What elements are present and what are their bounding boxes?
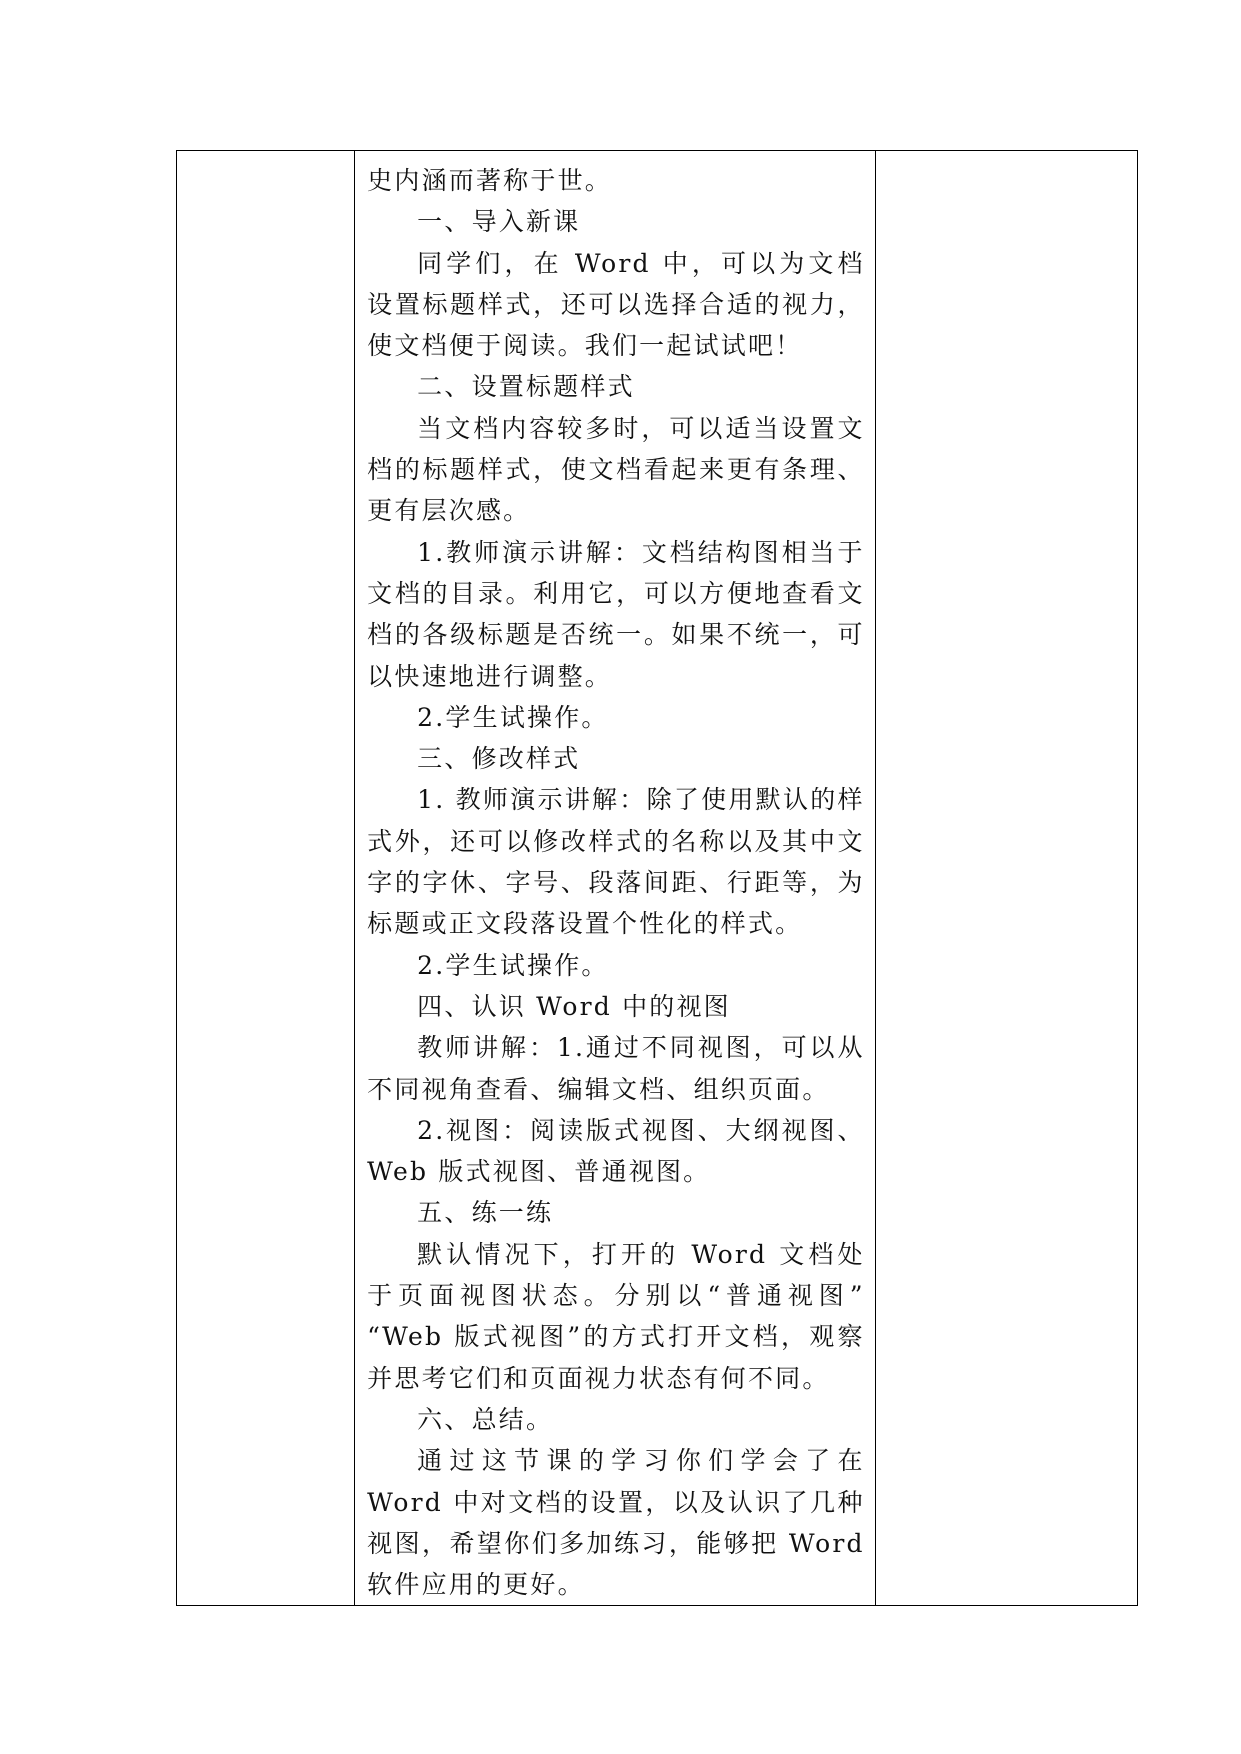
paragraph: 1. 教师演示讲解：除了使用默认的样式外，还可以修改样式的名称以及其中文字的字休、字号、段落间距、行距等，为标题或正文段落设置个性化的样式。 — [367, 785, 865, 939]
lesson-plan-table — [176, 150, 1138, 1606]
paragraph: 2.学生试操作。 — [417, 950, 609, 980]
section-heading: 六、总结。 — [417, 1404, 554, 1434]
paragraph: 教师讲解：1.通过不同视图，可以从不同视角查看、编辑文档、组织页面。 — [367, 1033, 865, 1104]
paragraph: 默认情况下，打开的 Word 文档处于页面视图状态。分别以“普通视图” “Web 版式视图”的方式打开文档，观察并思考它们和页面视力状态有何不同。 — [367, 1239, 865, 1393]
content-cell — [355, 151, 876, 1606]
paragraph: 当文档内容较多时，可以适当设置文档的标题样式，使文档看起来更有条理、更有层次感。 — [367, 413, 865, 526]
section-heading: 二、设置标题样式 — [417, 372, 635, 402]
section-heading: 四、认识 Word 中的视图 — [417, 991, 731, 1021]
section-heading: 三、修改样式 — [417, 744, 581, 774]
paragraph: 1.教师演示讲解：文档结构图相当于文档的目录。利用它，可以方便地查看文档的各级标题是否统一。如果不统一，可以快速地进行调整。 — [367, 537, 865, 691]
section-heading: 五、练一练 — [417, 1198, 554, 1228]
paragraph: 2.视图：阅读版式视图、大纲视图、Web 版式视图、普通视图。 — [367, 1115, 865, 1187]
lesson-content — [355, 151, 875, 1605]
right-cell — [875, 151, 1137, 1606]
paragraph: 同学们，在 Word 中，可以为文档设置标题样式，还可以选择合适的视力，使文档便于阅读。我们一起试试吧！ — [367, 248, 865, 361]
left-cell — [177, 151, 355, 1606]
paragraph: 2.学生试操作。 — [417, 702, 609, 732]
table-row — [177, 151, 1138, 1606]
section-heading: 一、导入新课 — [417, 207, 581, 237]
paragraph: 通过这节课的学习你们学会了在 Word 中对文档的设置，以及认识了几种视图，希望你们多加练习，能够把 Word 软件应用的更好。 — [367, 1446, 865, 1600]
paragraph: 史内涵而著称于世。 — [367, 166, 612, 195]
